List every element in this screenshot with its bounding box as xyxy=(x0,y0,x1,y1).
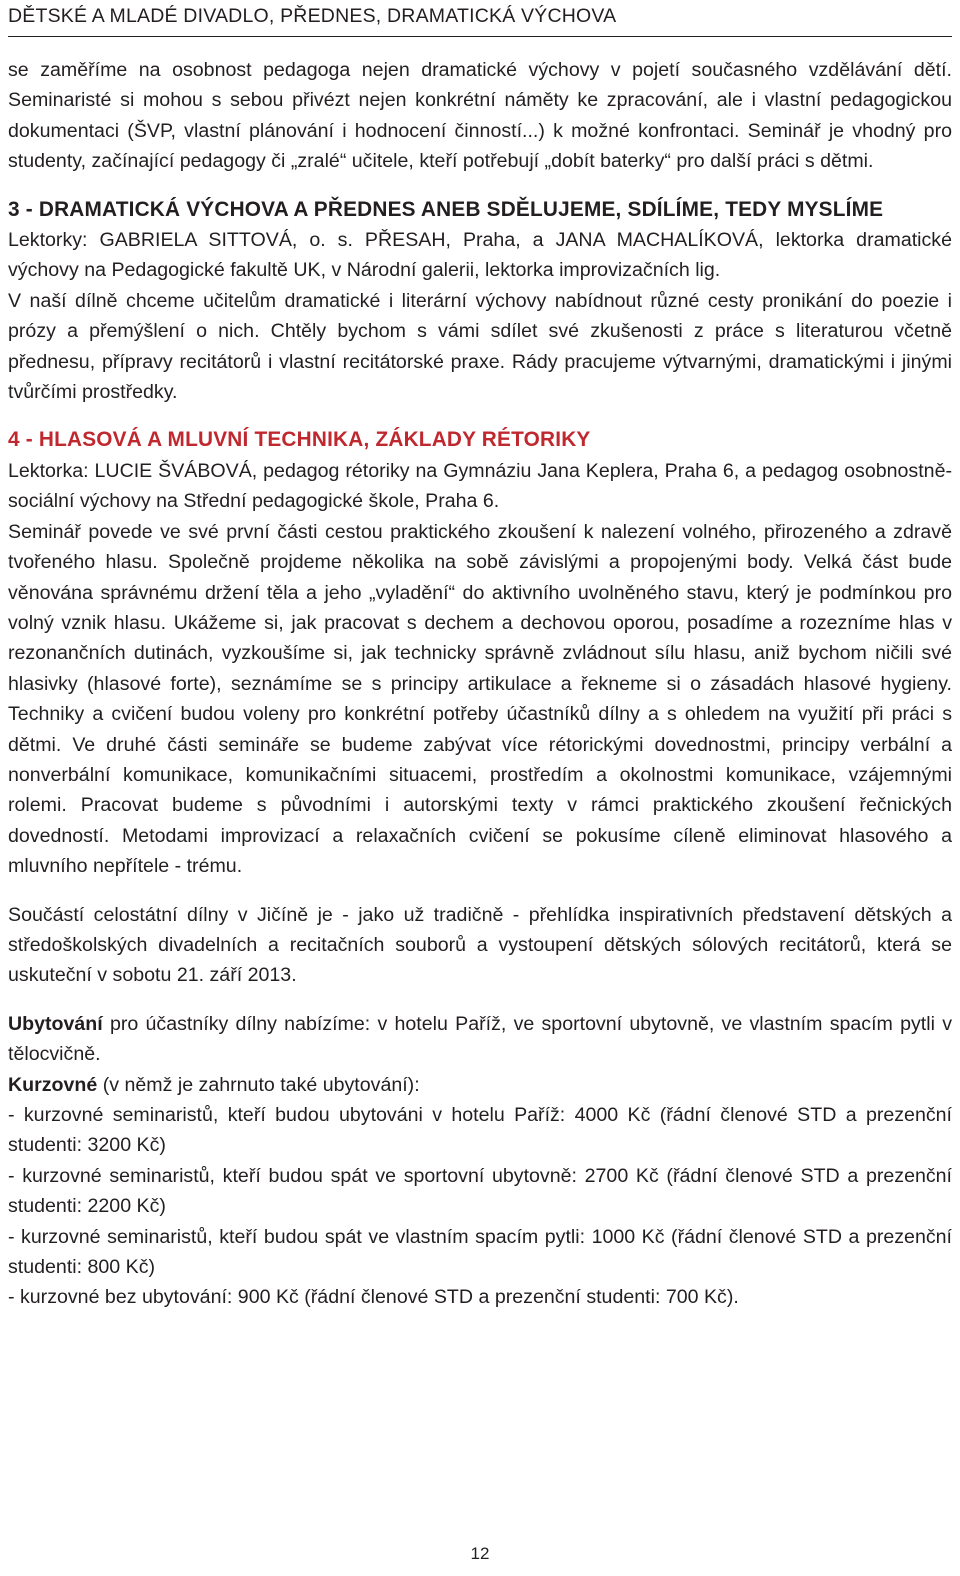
section-3-heading: 3 - DRAMATICKÁ VÝCHOVA A PŘEDNES ANEB SDĚLUJEME, SDÍLÍME, TEDY MYSLÍME xyxy=(8,197,884,221)
intro-paragraph: se zaměříme na osobnost pedagoga nejen dramatické výchovy v pojetí současného vzdělávání dětí. Seminaristé si mohou s sebou přivézt nejen konkrétní náměty ke zpracování, ale i vlastní pedagogickou dokumentaci (ŠVP, vlastní plánování i hodnocení činností...) k možné konfrontaci. Seminář je vhodný pro studenty, začínající pedagogy či „zralé“ učitele, kteří potřebují „dobít baterky“ pro další práci s dětmi. xyxy=(8,59,952,173)
fees-intro-text: (v němž je zahrnuto také ubytování): xyxy=(97,1073,420,1096)
header-title: DĚTSKÉ A MLADÉ DIVADLO, PŘEDNES, DRAMATICKÁ VÝCHOVA xyxy=(8,5,617,27)
header-rule xyxy=(8,36,952,37)
showcase-paragraph: Součástí celostátní dílny v Jičíně je - jako už tradičně - přehlídka inspirativních představení dětských a středoškolských divadelních a recitačních souborů a vystoupení dětských sólových recitátorů, která se uskuteční v sobotu 21. září 2013. xyxy=(8,903,952,987)
fee-item: - kurzovné seminaristů, kteří budou ubytováni v hotelu Paříž: 4000 Kč (řádní členové STD a prezenční studenti: 3200 Kč) xyxy=(8,1104,952,1157)
section-4-heading: 4 - HLASOVÁ A MLUVNÍ TECHNIKA, ZÁKLADY RÉTORIKY xyxy=(8,428,591,452)
fee-item: - kurzovné bez ubytování: 900 Kč (řádní členové STD a prezenční studenti: 700 Kč). xyxy=(8,1286,739,1309)
section-3-lecturers: Lektorky: GABRIELA SITTOVÁ, o. s. PŘESAH, Praha, a JANA MACHALÍKOVÁ, lektorka dramatické výchovy na Pedagogické fakultě UK, v Národní galerii, lektorka improvizačních lig. xyxy=(8,229,952,282)
page-number: 12 xyxy=(470,1544,490,1563)
page-content xyxy=(8,55,952,1313)
fees-label: Kurzovné xyxy=(8,1073,98,1096)
section-4-lecturer: Lektorka: LUCIE ŠVÁBOVÁ, pedagog rétoriky na Gymnáziu Jana Keplera, Praha 6, a pedagog osobnostně-sociální výchovy na Střední pedagogické škole, Praha 6. xyxy=(8,459,952,513)
fee-item: - kurzovné seminaristů, kteří budou spát ve vlastním spacím pytli: 1000 Kč (řádní členové STD a prezenční studenti: 800 Kč) xyxy=(8,1225,952,1279)
fee-item: - kurzovné seminaristů, kteří budou spát ve sportovní ubytovně: 2700 Kč (řádní členové STD a prezenční studenti: 2200 Kč) xyxy=(8,1164,952,1218)
running-header xyxy=(8,0,952,40)
accommodation-text: pro účastníky dílny nabízíme: v hotelu Paříž, ve sportovní ubytovně, ve vlastním spacím pytli v tělocvičně. xyxy=(8,1012,952,1066)
section-3-body: V naší dílně chceme učitelům dramatické i literární výchovy nabídnout různé cesty pronikání do poezie i prózy a přemýšlení o nich. Chtěly bychom s vámi sdílet své zkušenosti z práce s literaturou včetně přednesu, přípravy recitátorů i vlastní recitátorské praxe. Rády pracujeme výtvarnými, dramatickými i jinými tvůrčími prostředky. xyxy=(8,289,952,404)
accommodation-paragraph xyxy=(8,1009,952,1070)
accommodation-label: Ubytování xyxy=(8,1012,103,1035)
fees-intro xyxy=(8,1070,952,1100)
section-4-body: Seminář povede ve své první části cestou praktického zkoušení k nalezení volného, přirozeného a zdravě tvořeného hlasu. Společně projdeme několika na sobě závislými a propojenými body. Velká část bude věnována správnému držení těla a jeho „vyladění“ do aktivního uvolněného stavu, který je podmínkou pro volný vznik hlasu. Ukážeme si, jak pracovat s dechem a dechovou oporou, posadíme a rozezníme hlas v rezonančních dutinách, vyzkoušíme si, jak technicky správně zvládnout sílu hlasu, aniž bychom ničili své hlasivky (hlasové forte), seznámíme se s principy artikulace a řekneme si o zásadách hlasové hygieny. Techniky a cvičení budou voleny pro konkrétní potřeby účastníků dílny a s ohledem na využití při práci s dětmi. Ve druhé části semináře se budeme zabývat více rétorickými dovednostmi, principy verbální a nonverbální komunikace, komunikačními situacemi, prostředím a okolnostmi komunikace, vzájemnými rolemi. Pracovat budeme s původními i autorskými texty v rámci praktického zkoušení řečnických dovedností. Metodami improvizací a relaxačních cvičení se pokusíme cíleně eliminovat hlasového a mluvního nepřítele - trému. xyxy=(8,520,952,878)
